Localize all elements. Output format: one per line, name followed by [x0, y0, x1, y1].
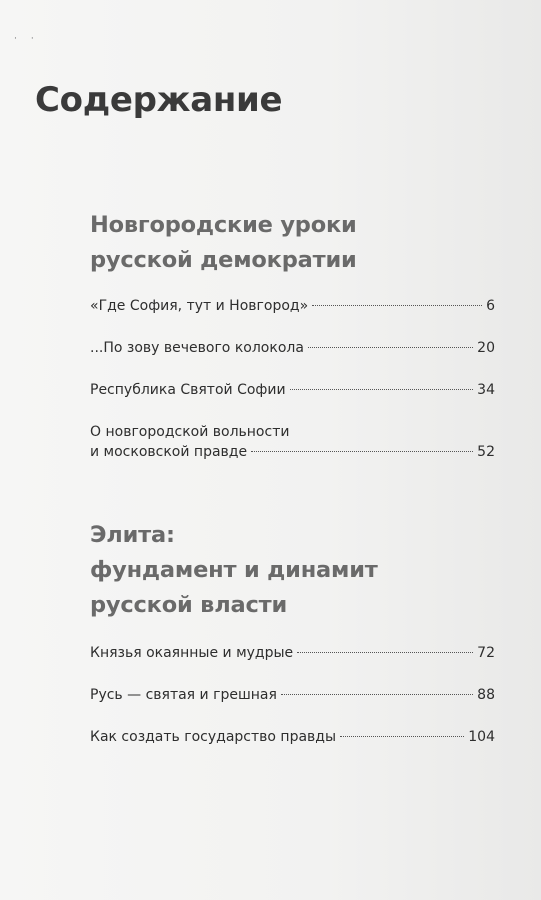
section-title-line: Новгородские уроки [90, 212, 357, 238]
page-title: Содержание [35, 80, 283, 120]
toc-entry[interactable] [90, 380, 495, 400]
section-title [90, 208, 495, 278]
toc-entry[interactable] [90, 727, 495, 747]
section-entries [90, 296, 495, 462]
entry-page-number: 20 [477, 340, 495, 356]
section-title-line: Элита: [90, 522, 175, 548]
entry-title-line: и московской правде [90, 444, 248, 460]
toc-entry[interactable] [90, 643, 495, 663]
dot-leader [340, 736, 464, 737]
section-title-line: фундамент и динамит [90, 557, 378, 583]
entry-title: Русь — святая и грешная [90, 687, 277, 703]
dot-leader [312, 305, 482, 306]
entry-page-number: 34 [477, 382, 495, 398]
toc-section-novgorod [90, 208, 495, 484]
page-specks: ·· [14, 34, 48, 44]
entry-title: Как создать государство правды [90, 729, 337, 745]
entry-page-number: 104 [468, 729, 495, 745]
section-title-line: русской власти [90, 592, 288, 618]
dot-leader [297, 652, 473, 653]
toc-entry[interactable] [90, 685, 495, 705]
entry-title: «Где София, тут и Новгород» [90, 298, 309, 314]
dot-leader [308, 347, 473, 348]
toc-entry[interactable] [90, 422, 495, 462]
dot-leader [251, 451, 473, 452]
entry-title: Республика Святой Софии [90, 382, 286, 398]
toc-section-elite [90, 518, 495, 769]
section-title-line: русской демократии [90, 247, 357, 273]
entry-page-number: 6 [486, 298, 495, 314]
toc-entry[interactable] [90, 296, 495, 316]
dot-leader [281, 694, 473, 695]
section-entries [90, 643, 495, 747]
entry-title: Князья окаянные и мудрые [90, 645, 294, 661]
entry-title-line: О новгородской вольности [90, 424, 290, 440]
entry-title: ...По зову вечевого колокола [90, 340, 304, 356]
entry-page-number: 52 [477, 444, 495, 460]
entry-page-number: 88 [477, 687, 495, 703]
section-title [90, 518, 495, 623]
toc-entry[interactable] [90, 338, 495, 358]
entry-page-number: 72 [477, 645, 495, 661]
dot-leader [290, 389, 474, 390]
